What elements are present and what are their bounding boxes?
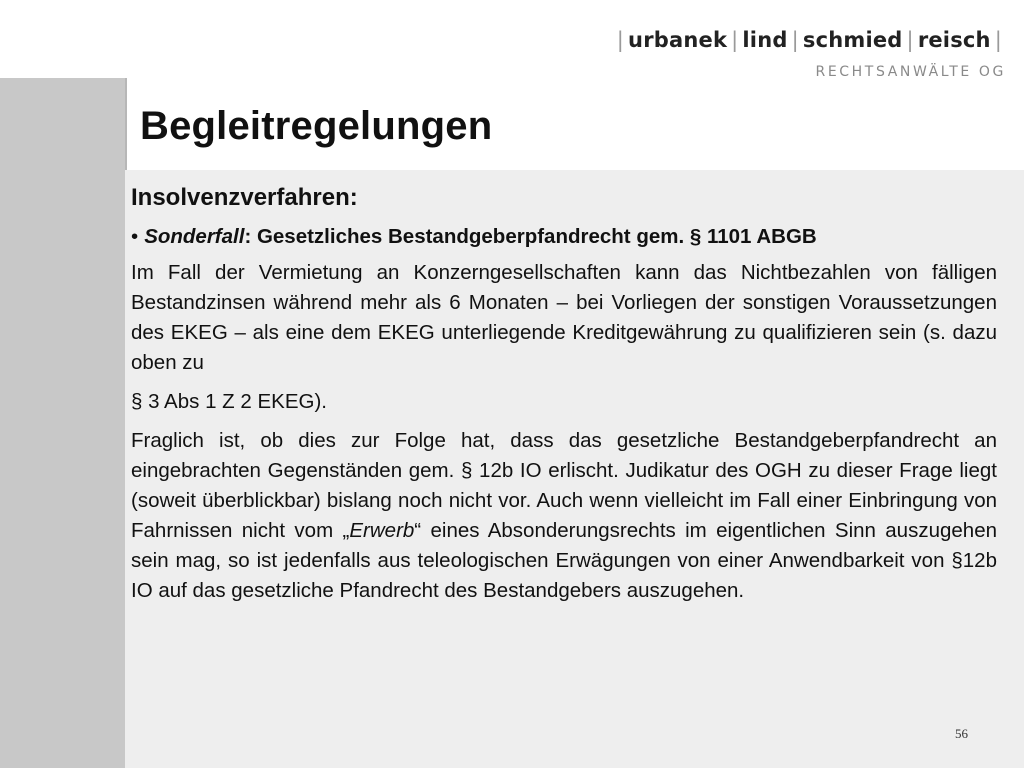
logo-separator: | [906,28,914,52]
paragraph-2: § 3 Abs 1 Z 2 EKEG). [131,390,327,413]
section-heading: Insolvenzverfahren: [131,184,358,211]
logo-name-lind: lind [742,28,788,52]
firm-logo [613,28,1006,80]
bullet-item [131,222,997,252]
logo-name-reisch: reisch [917,28,991,52]
logo-separator: | [791,28,799,52]
page-number: 56 [955,726,968,741]
paragraph-3 [131,426,997,606]
logo-name-urbanek: urbanek [628,28,728,52]
bullet-marker: • [131,225,139,248]
bullet-text: : Gesetzliches Bestandgeberpfandrecht gem. § 1101 ABGB [244,225,817,248]
logo-names [613,28,1006,52]
paragraph-3-italic: Erwerb [349,519,415,542]
paragraph-3-part-2: “ eines Absonderungsrechts im eigentlichen Sinn auszugehen sein mag, so ist jedenfalls aus teleologischen Erwägungen von einer Anwendbarkeit von §12b IO auf das gesetzliche Pfandrecht des Bestandgebers auszugehen. [131,519,997,602]
logo-subtitle: RECHTSANWÄLTE OG [815,64,1006,80]
logo-separator: | [616,28,625,52]
logo-separator: | [731,28,739,52]
paragraph-1: Im Fall der Vermietung an Konzerngesellschaften kann das Nichtbezahlen von fälligen Bestandzinsen während mehr als 6 Monaten – bei Vorliegen der sonstigen Voraussetzungen des EKEG – als eine dem EKEG unterliegende Kreditgewährung zu qualifizieren sein (s. dazu oben zu [131,261,997,374]
bullet-italic-term: Sonderfall [144,225,245,248]
logo-name-schmied: schmied [802,28,903,52]
paragraph-3-part-1: Fraglich ist, ob dies zur Folge hat, dass das gesetzliche Bestandgeberpfandrecht an eingebrachten Gegenständen gem. § 12b IO erlischt. Judikatur des OGH zu dieser Frage liegt (soweit überblickbar) bislang noch nicht vor. Auch wenn vielleicht im Fall einer Einbringung von Fahrnissen nicht vom „ [131,429,997,542]
left-sidebar-bar [0,78,127,768]
slide-body [131,182,997,615]
slide-title: Begleitregelungen [140,104,493,148]
logo-separator: | [994,28,1002,52]
